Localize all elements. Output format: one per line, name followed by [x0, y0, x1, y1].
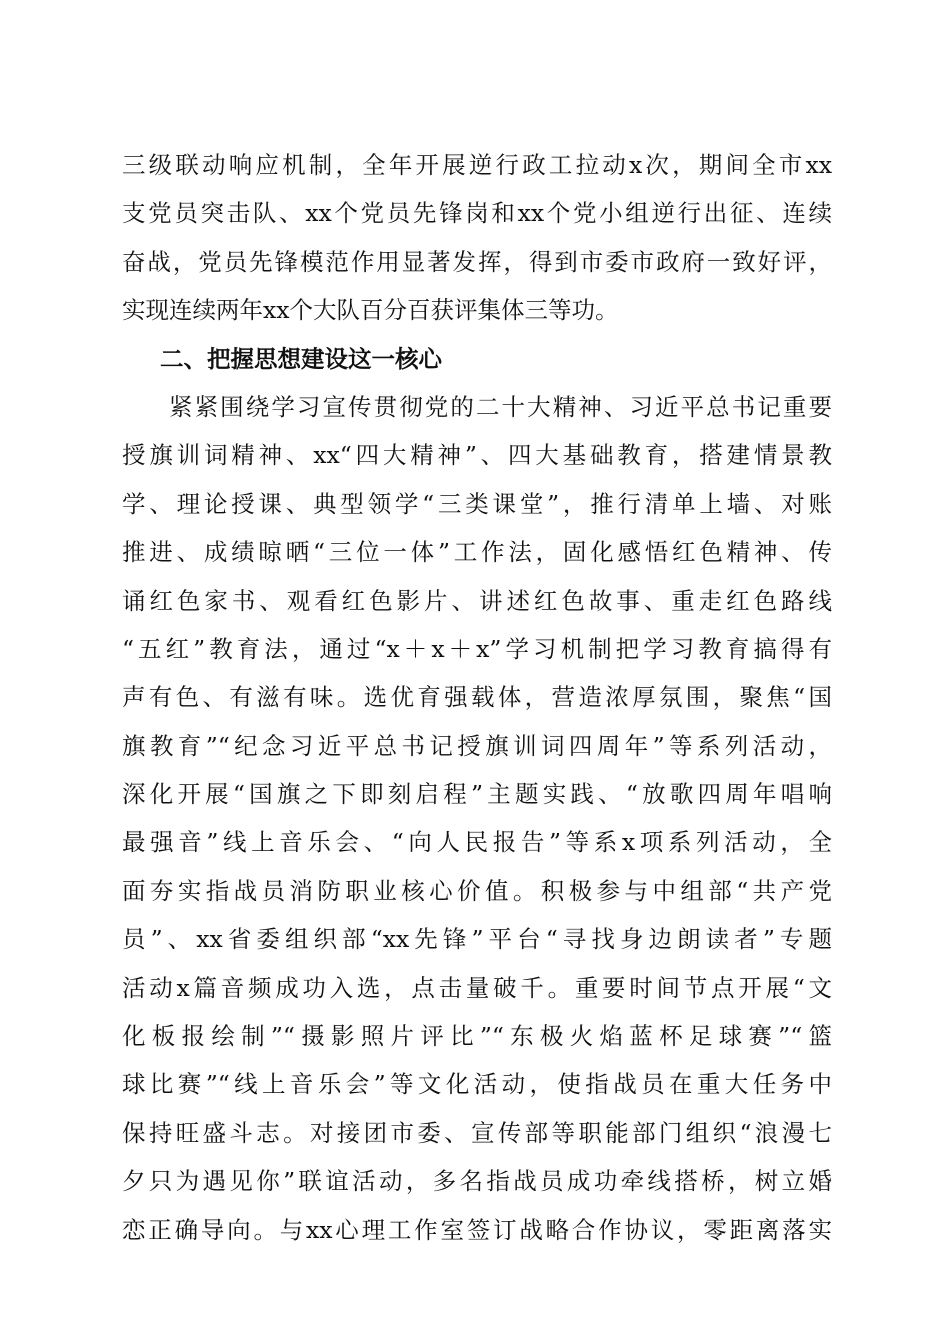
paragraph-line: 声有色、有滋有味。选优育强载体，营造浓厚氛围，聚焦“国 [122, 683, 832, 712]
paragraph-line: 推进、成绩晾晒“三位一体”工作法，固化感悟红色精神、传 [122, 538, 832, 567]
paragraph-line: 球比赛”“线上音乐会”等文化活动，使指战员在重大任务中 [122, 1070, 832, 1099]
paragraph-line: 诵红色家书、观看红色影片、讲述红色故事、重走红色路线 [122, 586, 832, 615]
paragraph-line: 旗教育”“纪念习近平总书记授旗训词四周年”等系列活动， [122, 731, 832, 760]
paragraph-line: 员”、xx省委组织部“xx先锋”平台“寻找身边朗读者”专题 [122, 925, 832, 954]
paragraph-line: 恋正确导向。与xx心理工作室签订战略合作协议，零距离落实 [122, 1215, 832, 1244]
paragraph-2 [122, 383, 832, 1254]
paragraph-line: 面夯实指战员消防职业核心价值。积极参与中组部“共产党 [122, 876, 832, 905]
paragraph-line: 活动x篇音频成功入选，点击量破千。重要时间节点开展“文 [122, 973, 832, 1002]
paragraph-line: 深化开展“国旗之下即刻启程”主题实践、“放歌四周年唱响 [122, 780, 832, 809]
paragraph-line: 实现连续两年xx个大队百分百获评集体三等功。 [122, 296, 619, 325]
paragraph-line: 保持旺盛斗志。对接团市委、宣传部等职能部门组织“浪漫七 [122, 1118, 832, 1147]
paragraph-line: 三级联动响应机制，全年开展逆行政工拉动x次，期间全市xx [122, 151, 832, 179]
document-body [122, 141, 832, 1254]
paragraph-line: “五红”教育法，通过“x＋x＋x”学习机制把学习教育搞得有 [122, 634, 832, 663]
paragraph-line: 奋战，党员先锋模范作用显著发挥，得到市委市政府一致好评， [122, 247, 832, 276]
paragraph-line: 学、理论授课、典型领学“三类课堂”，推行清单上墙、对账 [122, 489, 832, 518]
paragraph-line: 最强音”线上音乐会、“向人民报告”等系x项系列活动，全 [122, 828, 832, 857]
paragraph-line: 化板报绘制”“摄影照片评比”“东极火焰蓝杯足球赛”“篮 [122, 1022, 832, 1051]
section-heading: 二、把握思想建设这一核心 [160, 344, 442, 373]
paragraph-line: 夕只为遇见你”联谊活动，多名指战员成功牵线搭桥，树立婚 [122, 1167, 832, 1196]
paragraph-line: 紧紧围绕学习宣传贯彻党的二十大精神、习近平总书记重要 [169, 392, 832, 421]
paragraph-1 [122, 141, 832, 335]
paragraph-line: 授旗训词精神、xx“四大精神”、四大基础教育，搭建情景教 [122, 441, 832, 470]
paragraph-line: 支党员突击队、xx个党员先锋岗和xx个党小组逆行出征、连续 [122, 199, 832, 228]
